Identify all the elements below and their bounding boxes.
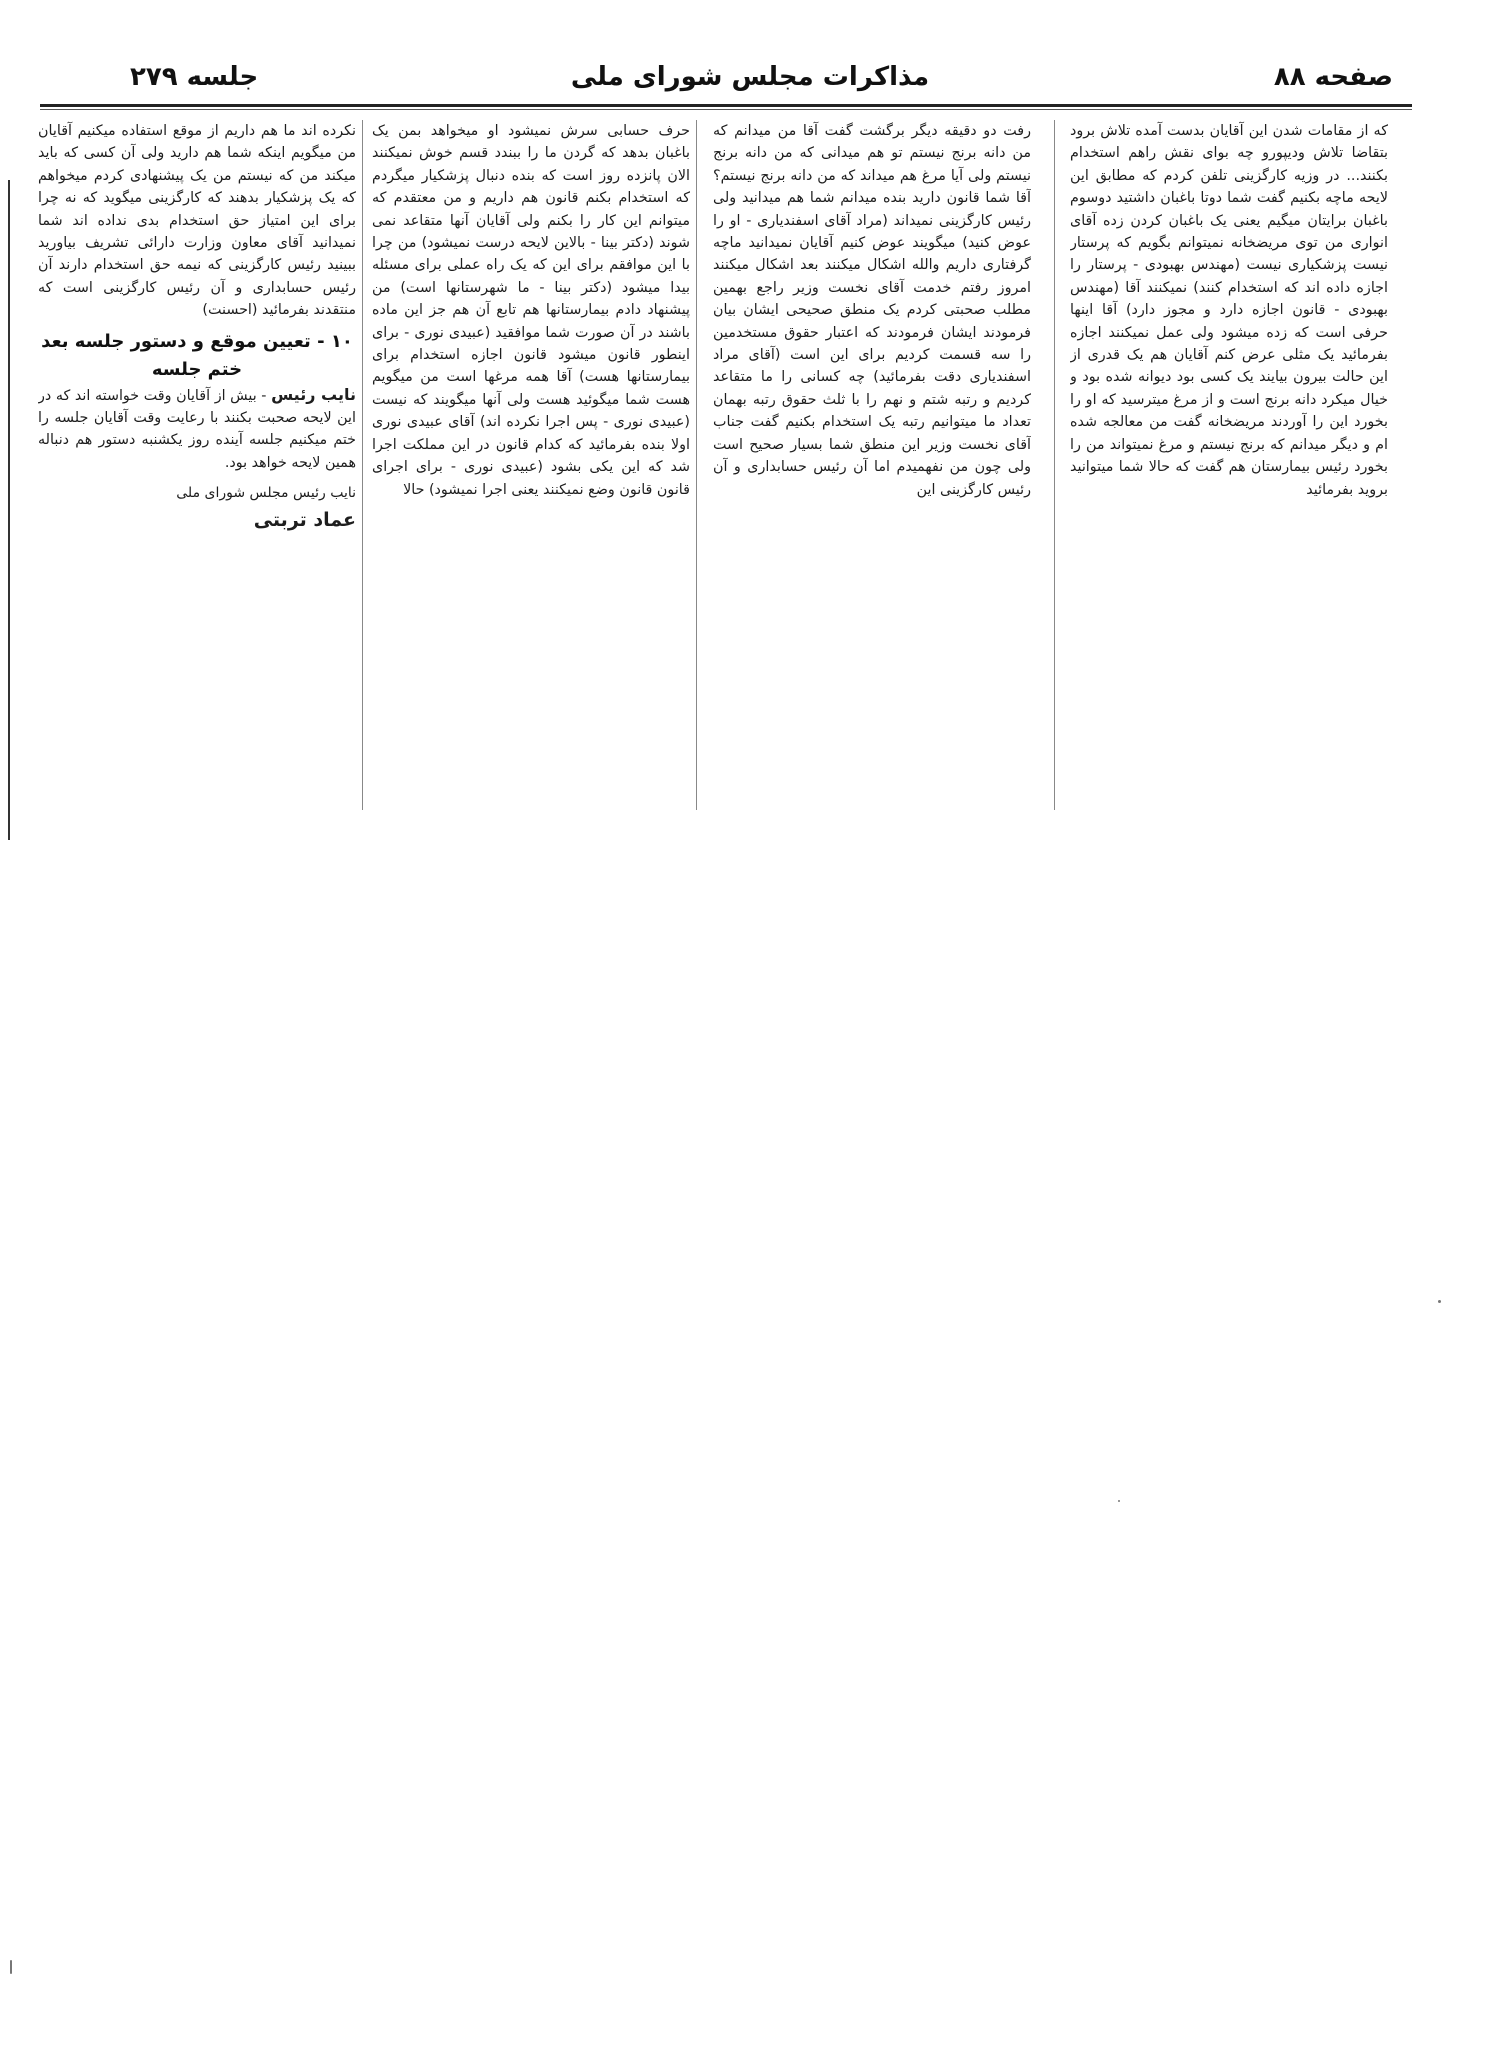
column-1-text: که از مقامات شدن این آقایان بدست آمده تلاش برود بتقاضا تلاش وديپورو چه بوای نقش راهم استخدام بکنند... در وزیه کارگزینی تلفن کردم که مطابق این لایحه ماچه بکنیم گفت شما دوتا باغبان داشتید دوسوم باغبان برایتان میگیم یعنی یک باغبان کردن زده آقای انواری من توی مریضخانه نمیتوانم بگویم که پرستار نیست پزشکیاری نیست (مهندس بهبودی - پرستار را اجازه داده اند که استخدام کنند) نمیکنند آقا (مهندس بهبودی - قانون اجازه دارد و مجوز دارد) آقا اینها حرفی است که زده میشود ولی عمل نمیکنند اجازه بفرمائید یک مثلی عرض کنم آقایان هم یک قدری از این حالت بیرون بیایند یک کسی بود دیوانه شده بود و خیال میکرد دانه برنج است و از مرغ میترسید که او را بخورد این را آوردند مریضخانه گفت من معالجه شده ام و دیگر میدانم که برنج نیستم و مرغ نمیتواند من را بخورد رئیس بیمارستان هم گفت که حالا شما میتوانید بروید بفرمائید [1070,123,1388,498]
text-column-3 [372,120,690,501]
closing-line: نایب رئیس مجلس شورای ملی [176,485,356,502]
text-column-4 [38,120,356,531]
column-divider [362,120,363,810]
speaker-text: - بیش از آقایان وقت خواسته اند که در این لایحه صحبت بکنند با رعایت وقت آقایان جلسه را ختم میکنیم جلسه آینده روز یکشنبه دستور هم دنباله همین لایحه خواهد بود. [38,387,356,471]
speaker-name: نایب رئیس [271,384,356,404]
scan-speck [10,1960,12,1974]
signature: عماد تربتی [253,508,356,531]
scan-speck [1118,1500,1120,1502]
session-number: جلسه ۲۷۹ [130,62,259,92]
section-heading: ۱۰ - تعیین موقع و دستور جلسه بعد ختم جلسه [41,330,353,380]
column-divider [696,120,697,810]
header-rule [40,104,1412,107]
speaker-paragraph [38,384,356,475]
column-divider [1054,120,1055,810]
header-rule-thin [40,109,1412,110]
text-column-2 [713,120,1031,501]
page-number: صفحه ۸۸ [1273,62,1393,92]
column-4-text: نکرده اند ما هم داریم از موقع استفاده میکنیم آقایان من میگویم اینکه شما هم دارید ولی آن کسی که باید میکند من که نیستم من یک پیشنهادی کردم میخواهم که یک پزشکیار بدهند که کارگزینی میگوید که نه چرا برای این امتیاز حق استخدام بدی نداده اند شما نمیدانید آقای معاون وزارت دارائی تشریف بیاورید ببینید رئیس کارگزینی که نیمه حق استخدام دارند آن رئیس حسابداری و آن رئیس کارگزینی است که منتقدند بفرمائید (احسنت) [38,123,356,319]
column-3-text: حرف حسابی سرش نمیشود او میخواهد بمن یک باغبان بدهد که گردن ما را ببندد قسم خوش نمیکنند الان پانزده روز است که بنده دنبال پزشکیار میگردم که استخدام بکنم قانون هم داریم و من معتقدم که میتوانم این کار را بکنم ولی آقایان آنها متقاعد نمی شوند (دکتر بینا - بالاین لایحه درست نمیشود) من چرا با این موافقم برای این که یک راه عملی برای مسئله بیدا میشود (دکتر بینا - ما شهرستانها است) من پیشنهاد دادم بیمارستانها هم تابع آن هم جز این ماده باشند در آن صورت شما موافقید (عبیدی نوری - برای اینطور قانون میشود قانون اجازه استخدام برای بیمارستانها هست) آقا همه مرغها است من میگویم هست شما میگوئید هست ولی آنها میگویند که نیست (عبیدی نوری - پس اجرا نکرده اند) آقای عبیدی نوری اولا بنده بفرمائید که کدام قانون در این مملکت اجرا شد که این یکی بشود (عبیدی نوری - برای اجرای قانون قانون وضع نمیکنند یعنی اجرا نمیشود) حالا [372,123,690,498]
scan-edge-mark [8,180,10,840]
column-2-text: رفت دو دقیقه دیگر برگشت گفت آقا من میدانم که من دانه برنج نیستم تو هم میدانی که من دانه برنج نیستم ولی آیا مرغ هم میداند که من دانه برنج نیستم؟ آقا شما قانون دارید بنده میدانم شما هم میدانید ولی رئیس کارگزینی نمیداند (مراد آقای اسفندیاری - او را عوض کنید) میگویند عوض کنیم آقایان نمیدانید ماچه گرفتاری داریم والله اشکال میکنند بعد اشکال میکنند امروز رفتم خدمت آقای نخست وزیر راجع بهمین مطلب صحبتی کردم یک منطق صحیحی ایشان بیان فرمودند ایشان فرمودند که اعتبار حقوق مستخدمین را سه قسمت کردیم برای این است (آقای مراد اسفندیاری دقت بفرمائید) چه کسانی را ما متقاعد کردیم و رتبه شتم و نهم را با ثلث حقوق رتبه بهمان تعداد ما میتوانیم رتبه یک استخدام بکنیم گفت جناب آقای نخست وزیر این منطق شما بسیار صحیح است ولی چون من نفهمیدم اما آن رئیس حسابداری و آن رئیس کارگزینی این [713,123,1031,498]
scan-speck [1438,1300,1441,1303]
text-column-1 [1070,120,1388,501]
publication-title: مذاکرات مجلس شورای ملی [570,62,930,92]
